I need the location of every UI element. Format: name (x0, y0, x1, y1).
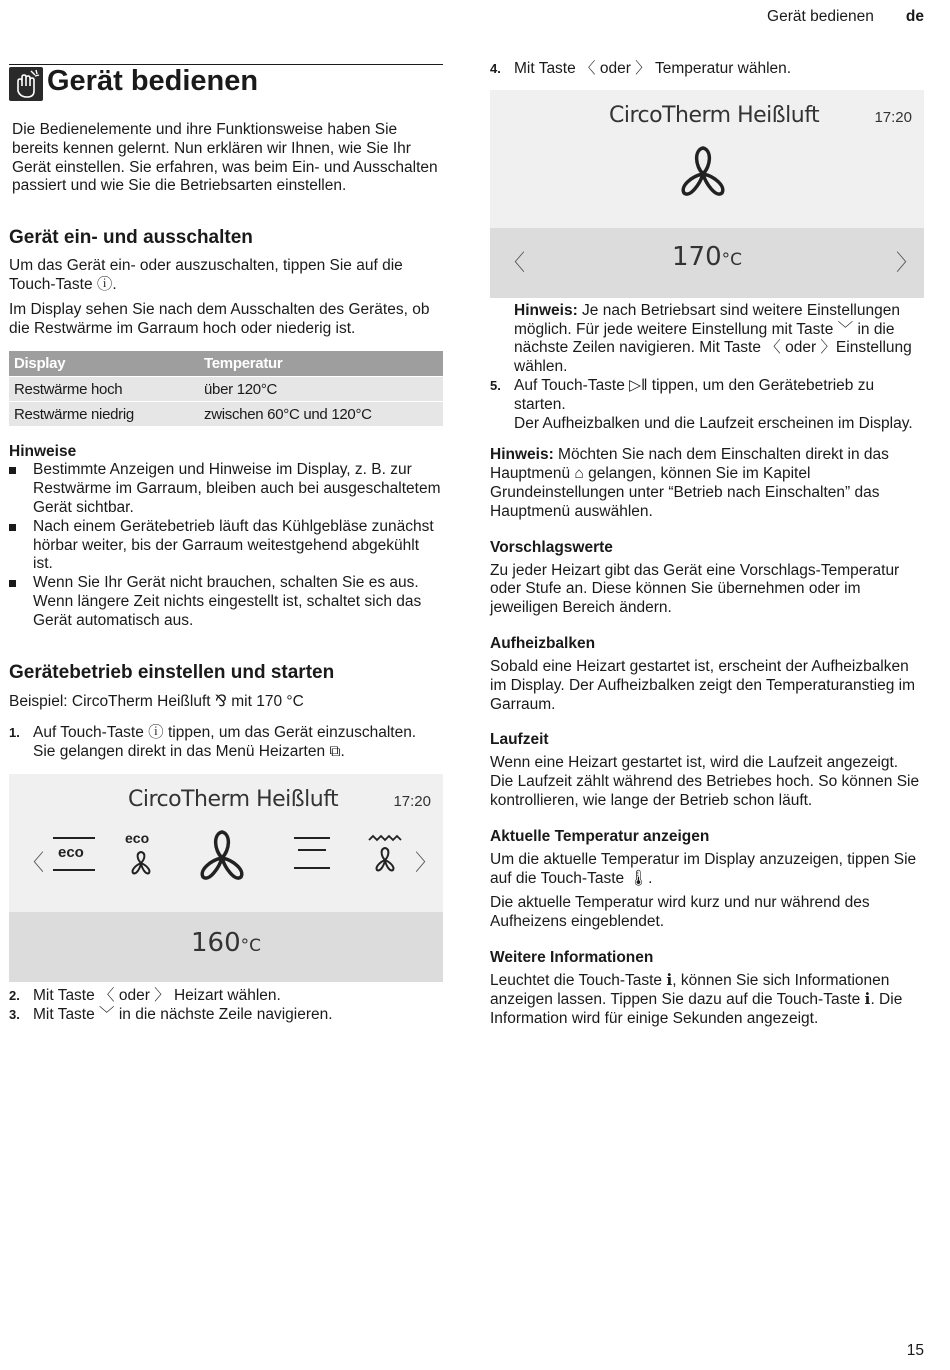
hand-touch-icon (9, 67, 43, 101)
step-1 (9, 724, 443, 762)
list-item-text: Wenn Sie Ihr Gerät nicht brauchen, schalten Sie es aus. Wenn längere Zeit nichts eingestellt ist, schaltet sich das Gerät automatisch aus. (33, 574, 422, 629)
notes-list (9, 461, 443, 630)
table-cell: über 120°C (199, 377, 443, 402)
step-1-text: Auf Touch-Taste ⓘ tippen, um das Gerät einzuschalten. (33, 724, 417, 742)
onoff-paragraph-1: Um das Gerät ein- oder auszuschalten, tippen Sie auf die Touch-Taste ⓘ. (9, 257, 403, 293)
laufzeit-heading: Laufzeit (490, 731, 549, 749)
intro-paragraph: Die Bedienelemente und ihre Funktionsweise haben Sie bereits kennen gelernt. Nun erklären wir Ihnen, wie Sie Ihr Gerät einstellen. Sie erfahren, was beim Ein- und Ausschalten passiert und wie Sie die Betriebsarten einstellen. (12, 121, 438, 195)
header-section: Gerät bedienen (767, 8, 874, 25)
temp-paragraph-2: Die aktuelle Temperatur wird kurz und nur während des Aufheizens eingeblendet. (490, 894, 870, 931)
step-number: 2. (9, 987, 20, 1003)
header-lang: de (905, 8, 924, 25)
vorschlag-paragraph: Zu jeder Heizart gibt das Gerät eine Vorschlags-Temperatur oder Stufe an. Diese können Sie übernehmen oder im jeweiligen Bereich ändern. (490, 561, 900, 617)
step-5-subtext: Der Aufheizbalken und die Laufzeit erscheinen im Display. (514, 414, 913, 432)
display-temp-bar (490, 228, 924, 298)
temp-paragraph-1: Um die aktuelle Temperatur im Display anzuzeigen, tippen Sie auf die Touch-Taste 🌡. (490, 850, 917, 887)
grill-fan-icon (367, 832, 403, 876)
aufheiz-heading: Aufheizbalken (490, 634, 596, 652)
hint2-text: Möchten Sie nach dem Einschalten direkt in das Hauptmenü ⌂ gelangen, können Sie im Kapitel Grundeinstellungen unter “Betrieb nach Einschalten” das Hauptmenü auswählen. (490, 446, 889, 520)
residual-heat-table (9, 351, 443, 426)
chevron-right-icon: 〉 (414, 849, 437, 875)
laufzeit-paragraph: Wenn eine Heizart gestartet ist, wird die Laufzeit angezeigt. Die Laufzeit zählt während des Betriebes hoch. So können Sie kontrollieren, wie lange der Betrieb schon läuft. (490, 754, 920, 809)
bullet-square-icon (9, 467, 16, 474)
fan-icon (189, 826, 255, 886)
aufheiz-paragraph: Sobald eine Heizart gestartet ist, erscheint der Aufheizbalken im Display. Der Aufheizbalken zeigt den Temperaturanstieg im Garraum. (490, 657, 916, 713)
onoff-heading: Gerät ein- und ausschalten (9, 227, 253, 249)
display-temp-bar (9, 912, 443, 982)
step-4-text: Mit Taste 〈 oder 〉 Temperatur wählen. (514, 60, 792, 77)
step-5-text: Auf Touch-Taste ▷‖ tippen, um den Gerätebetrieb zu starten. (514, 376, 875, 413)
step-2-text: Mit Taste 〈 oder 〉 Heizart wählen. (33, 986, 281, 1004)
vorschlag-heading: Vorschlagswerte (490, 538, 613, 556)
table-row (9, 402, 443, 427)
temp-heading: Aktuelle Temperatur anzeigen (490, 827, 710, 845)
list-item (9, 574, 443, 630)
bullet-square-icon (9, 524, 16, 531)
table-row (9, 377, 443, 402)
eco-label: eco (58, 843, 84, 861)
info-paragraph: Leuchtet die Touch-Taste ℹ, können Sie sich Informationen anzeigen lassen. Tippen Sie dazu auf die Touch-Taste ℹ. Die Information wird für einige Sekunden angezeigt. (490, 971, 903, 1027)
chevron-right-icon: 〉 (895, 249, 918, 275)
list-item-text: Bestimmte Anzeigen und Hinweise im Display, z. B. zur Restwärme im Garraum, bleiben auch bei ausgeschaltetem Gerät sichtbar. (33, 461, 441, 516)
temperature-value: 160 (191, 927, 241, 958)
list-item (9, 518, 443, 574)
onoff-paragraph-2: Im Display sehen Sie nach dem Ausschalten des Gerätes, ob die Restwärme im Garraum hoch oder niederig ist. (9, 300, 430, 337)
temperature-unit: °C (240, 935, 262, 956)
chevron-left-icon: 〈 (503, 249, 526, 275)
page-number: 15 (906, 1342, 924, 1359)
step-3 (9, 1006, 443, 1025)
step-5 (490, 377, 924, 433)
hint-paragraph (490, 302, 924, 377)
oven-display-heating-modes (9, 774, 443, 982)
info-heading: Weitere Informationen (490, 948, 654, 966)
table-header-row (9, 351, 443, 377)
step-1-subtext: Sie gelangen direkt in das Menü Heizarten ⧉. (33, 743, 345, 761)
running-header (767, 8, 924, 26)
left-column (9, 64, 443, 1025)
eco-fan-label: eco (125, 829, 150, 846)
hint-label: Hinweis: (514, 301, 578, 319)
top-bottom-heat-icon (292, 836, 332, 872)
operate-heading: Gerätebetrieb einstellen und starten (9, 661, 335, 683)
title-row (9, 64, 443, 105)
hint-text: Je nach Betriebsart sind weitere Einstellungen möglich. Für jede weitere Einstellung mit Taste ﹀ in die nächste Zeilen navigieren. Mit Taste 〈 oder 〉Einstellung wählen. (514, 301, 912, 376)
display-time: 17:20 (874, 108, 912, 126)
list-item (9, 461, 443, 517)
bullet-square-icon (9, 580, 16, 587)
step-3-text: Mit Taste ﹀ in die nächste Zeile navigieren. (33, 1005, 333, 1023)
step-2 (9, 987, 443, 1006)
temperature-value: 170 (672, 241, 722, 272)
fan-icon (670, 142, 736, 202)
oven-display-temperature (490, 90, 924, 298)
operate-example: Beispiel: CircoTherm Heißluft ⅋ mit 170 °C (9, 692, 304, 710)
step-number: 4. (490, 61, 501, 76)
table-cell: Restwärme niedrig (9, 402, 199, 427)
step-number: 3. (9, 1006, 20, 1022)
display-mode-title: CircoTherm Heißluft (128, 786, 339, 812)
hint2-paragraph (490, 446, 924, 521)
table-cell: zwischen 60°C und 120°C (199, 402, 443, 427)
step-4 (490, 60, 924, 79)
table-header-display: Display (9, 351, 199, 377)
display-temperature (191, 928, 261, 958)
eco-bar-icon (49, 834, 99, 874)
step-number: 1. (9, 725, 20, 741)
display-temperature (672, 242, 742, 272)
temperature-unit: °C (721, 249, 743, 270)
hint2-label: Hinweis: (490, 446, 554, 464)
chevron-left-icon: 〈 (22, 849, 45, 875)
list-item-text: Nach einem Gerätebetrieb läuft das Kühlgebläse zunächst hörbar weiter, bis der Garraum weitestgehend abgekühlt ist. (33, 517, 434, 573)
step-number: 5. (490, 377, 501, 393)
page-title: Gerät bedienen (47, 65, 259, 97)
display-mode-title: CircoTherm Heißluft (609, 102, 820, 128)
table-cell: Restwärme hoch (9, 377, 199, 402)
eco-fan-icon (121, 830, 161, 878)
display-time: 17:20 (393, 792, 431, 810)
table-header-temperature: Temperatur (199, 351, 443, 377)
notes-heading: Hinweise (9, 443, 77, 461)
right-column (490, 60, 924, 1028)
